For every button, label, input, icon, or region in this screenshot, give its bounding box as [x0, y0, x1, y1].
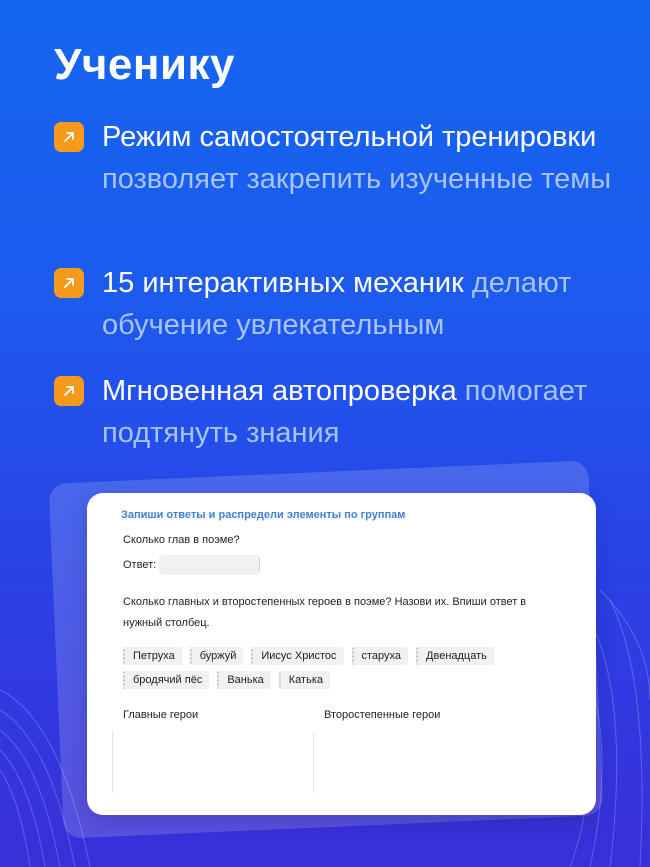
feature-main-text: 15 интерактивных механик: [102, 267, 464, 299]
draggable-chip[interactable]: Катька: [279, 671, 330, 689]
drop-zone-main-heroes[interactable]: [112, 731, 113, 793]
feature-main-text: Мгновенная автопроверка: [102, 375, 457, 407]
feature-rest-text: помогает подтянуть знания: [102, 375, 588, 449]
chip-row: [123, 647, 543, 665]
feature-item: [54, 370, 624, 454]
answer-input[interactable]: [159, 555, 259, 575]
column-label-secondary-heroes: Второстепенные герои: [324, 709, 441, 721]
chip-row: [123, 671, 543, 689]
feature-rest-text: делают обучение увлекательным: [102, 267, 572, 341]
draggable-chip[interactable]: буржуй: [190, 647, 244, 665]
page-title: Ученику: [54, 40, 236, 89]
feature-item: [54, 116, 624, 200]
feature-main-text: Режим самостоятельной тренировки: [102, 121, 597, 153]
task-title: Запиши ответы и распредели элементы по группам: [121, 509, 406, 521]
drop-zone-secondary-heroes[interactable]: [313, 731, 314, 793]
draggable-chip[interactable]: Петруха: [123, 647, 182, 665]
answer-label: Ответ:: [123, 559, 157, 571]
draggable-chip[interactable]: старуха: [352, 647, 409, 665]
exercise-card: [87, 493, 596, 815]
arrow-up-right-icon: [54, 268, 84, 298]
arrow-up-right-icon: [54, 122, 84, 152]
answer-divider: [259, 557, 260, 572]
chip-bank: [123, 647, 543, 695]
feature-rest-text: позволяет закрепить изученные темы: [102, 163, 612, 195]
arrow-up-right-icon: [54, 376, 84, 406]
draggable-chip[interactable]: Двенадцать: [416, 647, 494, 665]
question-1: Сколько глав в поэме?: [123, 534, 240, 546]
question-2: Сколько главных и второстепенных героев в поэме? Назови их. Впиши ответ в нужный столбец.: [123, 596, 527, 629]
column-label-main-heroes: Главные герои: [123, 709, 199, 721]
draggable-chip[interactable]: бродячий пёс: [123, 671, 209, 689]
draggable-chip[interactable]: Иисус Христос: [251, 647, 343, 665]
draggable-chip[interactable]: Ванька: [217, 671, 270, 689]
feature-item: [54, 262, 624, 346]
